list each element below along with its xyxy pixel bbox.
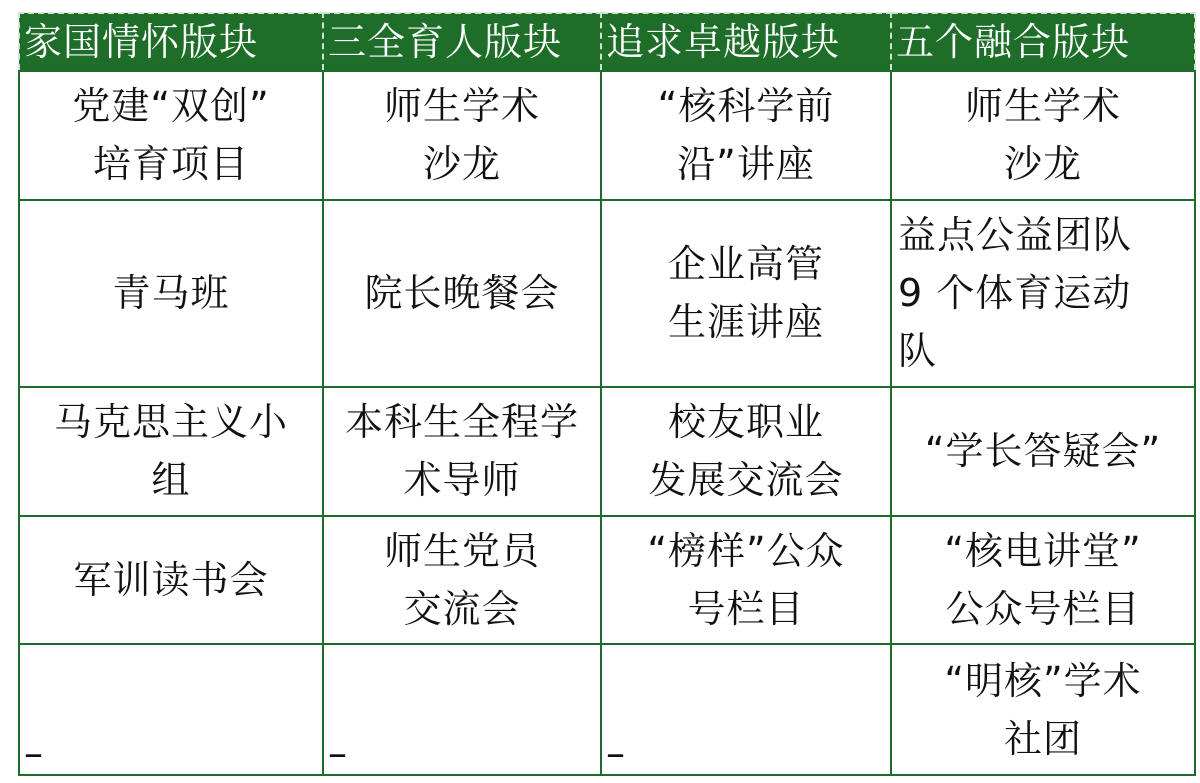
table-cell — [19, 644, 323, 775]
cell-line: “学长答疑会” — [924, 429, 1162, 474]
table-cell — [323, 516, 601, 645]
cell-line: 发展交流会 — [648, 458, 844, 503]
empty-dash: – — [24, 731, 44, 775]
cell-line: “明核”学术 — [944, 658, 1142, 703]
cell-line: “榜样”公众 — [647, 528, 845, 573]
cell-line: 社团 — [1003, 716, 1082, 761]
table-cell — [323, 644, 601, 775]
cell-line: 号栏目 — [687, 586, 805, 631]
table-cell — [891, 71, 1195, 200]
table-cell — [323, 71, 601, 200]
cell-line: “核科学前 — [657, 84, 835, 129]
table-row — [19, 516, 1195, 645]
table-cell — [19, 387, 323, 516]
table-cell — [323, 387, 601, 516]
cell-line: “核电讲堂” — [944, 528, 1142, 573]
header-five-integration: 五个融合版块 — [891, 13, 1195, 71]
cell-line: 师生学术 — [383, 84, 540, 129]
cell-line: 企业高管 — [667, 242, 824, 287]
table-cell — [601, 516, 891, 645]
table-cell — [601, 200, 891, 387]
table-cell — [891, 200, 1195, 387]
cell-line: 沙龙 — [1003, 142, 1082, 187]
cell-line: 青马班 — [112, 271, 230, 316]
cell-line: 师生学术 — [964, 84, 1121, 129]
header-pursuit-excellence: 追求卓越版块 — [601, 13, 891, 71]
cell-line: 生涯讲座 — [667, 300, 824, 345]
cell-line: 军训读书会 — [73, 557, 269, 602]
cell-line: 校友职业 — [667, 400, 824, 445]
empty-dash: – — [328, 731, 348, 775]
table-cell — [601, 644, 891, 775]
cell-line: 益点公益团队 — [898, 213, 1133, 258]
header-patriotism: 家国情怀版块 — [19, 13, 323, 71]
table-cell — [19, 516, 323, 645]
cell-line: 队 — [898, 329, 938, 374]
header-all-round-education: 三全育人版块 — [323, 13, 601, 71]
cell-line: 本科生全程学 — [344, 400, 579, 445]
table-cell — [891, 387, 1195, 516]
empty-dash: – — [606, 731, 626, 775]
table-cell — [891, 516, 1195, 645]
table-row — [19, 71, 1195, 200]
table-cell — [323, 200, 601, 387]
table-cell — [601, 71, 891, 200]
table-row — [19, 200, 1195, 387]
program-table — [18, 12, 1196, 776]
cell-line: 9 个体育运动 — [898, 271, 1132, 316]
cell-line: 马克思主义小 — [53, 400, 288, 445]
cell-line: 沿”讲座 — [677, 142, 815, 187]
table-cell — [19, 200, 323, 387]
table-cell — [19, 71, 323, 200]
cell-line: 沙龙 — [422, 142, 501, 187]
table-row — [19, 644, 1195, 775]
header-row — [19, 13, 1195, 71]
table-cell — [601, 387, 891, 516]
cell-line: 师生党员 — [383, 528, 540, 573]
table-row — [19, 387, 1195, 516]
cell-line: 组 — [151, 458, 191, 503]
table-cell — [891, 644, 1195, 775]
cell-line: 术导师 — [403, 458, 521, 503]
cell-line: 交流会 — [403, 586, 521, 631]
cell-line: 党建“双创” — [72, 84, 270, 129]
cell-line: 院长晚餐会 — [364, 271, 560, 316]
cell-line: 培育项目 — [92, 142, 249, 187]
cell-line: 公众号栏目 — [945, 586, 1141, 631]
